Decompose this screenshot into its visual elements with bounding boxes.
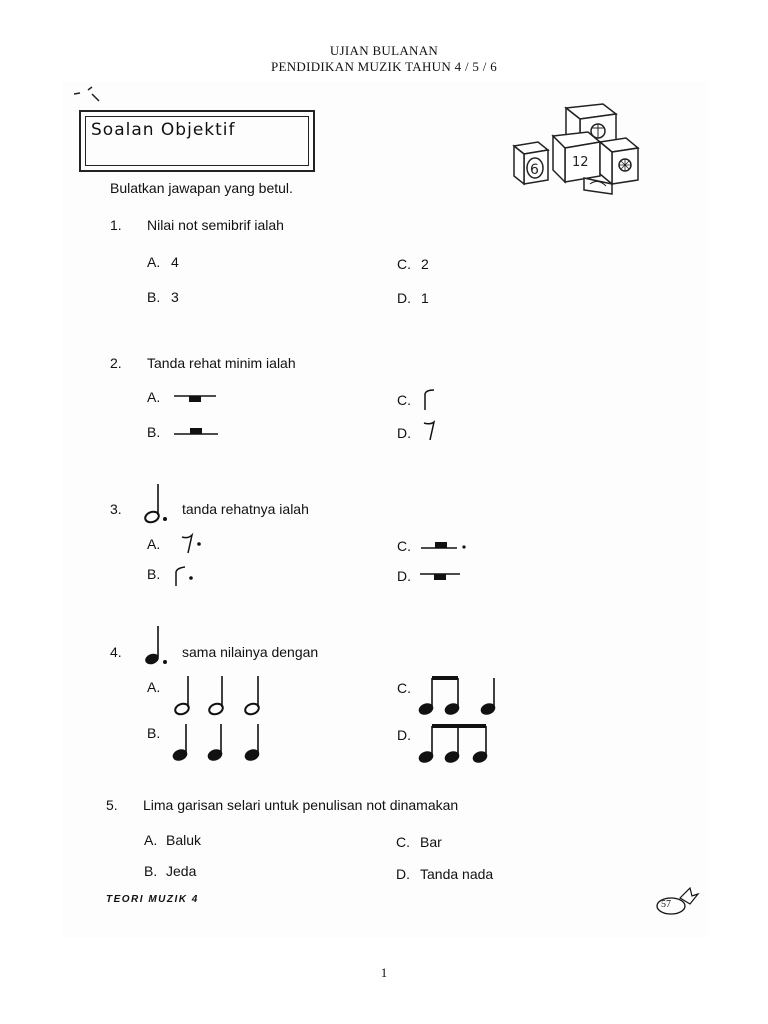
option-label[interactable]: B. [147,424,161,440]
option-label[interactable]: A. [147,254,161,270]
question-number: 2. [110,355,122,371]
question-number: 4. [110,644,122,660]
three-crotchets-icon[interactable] [172,722,272,766]
dotted-crotchet-rest-icon[interactable] [172,564,198,588]
crotchet-rest-icon[interactable] [422,388,438,412]
toy-blocks-icon [508,98,648,194]
minim-rest-icon[interactable] [174,426,220,438]
question-number: 5. [106,797,118,813]
dotted-quaver-rest-icon[interactable] [180,533,204,555]
dotted-minim-rest-icon[interactable] [421,540,469,552]
section-title-box [79,110,315,172]
option-label[interactable]: C. [396,834,410,850]
option-label[interactable]: C. [397,538,411,554]
option-value[interactable]: Bar [420,834,442,850]
question-text: sama nilainya dengan [182,644,319,660]
option-label[interactable]: A. [147,389,161,405]
option-value[interactable]: Tanda nada [420,866,494,882]
option-label[interactable]: B. [147,566,161,582]
question-text: tanda rehatnya ialah [182,501,309,517]
beamed-quavers-and-crotchet-icon[interactable] [418,674,508,718]
section-title: Soalan Objektif [91,120,236,140]
three-minims-icon[interactable] [172,674,272,718]
option-label[interactable]: C. [397,680,411,696]
semibreve-rest-icon[interactable] [420,571,462,583]
option-value[interactable]: Jeda [166,863,197,879]
option-value[interactable]: Baluk [166,832,202,848]
option-label[interactable]: A. [147,679,161,695]
option-label[interactable]: D. [397,727,411,743]
svg-text:6: 6 [530,162,539,178]
option-label[interactable]: D. [396,866,410,882]
instruction-text: Bulatkan jawapan yang betul. [110,180,293,196]
stray-mark [74,86,104,106]
question-text: Nilai not semibrif ialah [147,217,284,233]
option-value[interactable]: 3 [171,289,179,305]
option-label[interactable]: B. [147,289,161,305]
exam-title: UJIAN BULANAN [329,43,439,58]
page-number: 1 [380,965,388,980]
option-value[interactable]: 1 [421,290,429,306]
option-label[interactable]: D. [397,290,411,306]
option-value[interactable]: 2 [421,256,429,272]
option-label[interactable]: A. [147,536,161,552]
option-label[interactable]: B. [147,725,161,741]
svg-text:12: 12 [572,155,589,170]
option-label[interactable]: A. [144,832,158,848]
book-page-number: 57 [661,899,671,910]
exam-subtitle: PENDIDIKAN MUZIK TAHUN 4 / 5 / 6 [270,59,498,74]
question-text: Tanda rehat minim ialah [147,355,296,371]
option-label[interactable]: B. [144,863,158,879]
dotted-minim-icon [143,482,169,526]
question-number: 3. [110,501,122,517]
quaver-rest-icon[interactable] [422,420,438,442]
option-label[interactable]: C. [397,392,411,408]
option-label[interactable]: D. [397,568,411,584]
book-title: TEORI MUZIK 4 [106,894,199,905]
question-number: 1. [110,217,122,233]
semibreve-rest-icon[interactable] [174,393,218,405]
option-value[interactable]: 4 [171,254,179,270]
three-beamed-quavers-icon[interactable] [418,722,498,766]
dotted-crotchet-icon [143,624,169,668]
option-label[interactable]: C. [397,256,411,272]
option-label[interactable]: D. [397,425,411,441]
question-text: Lima garisan selari untuk penulisan not dinamakan [143,797,459,813]
